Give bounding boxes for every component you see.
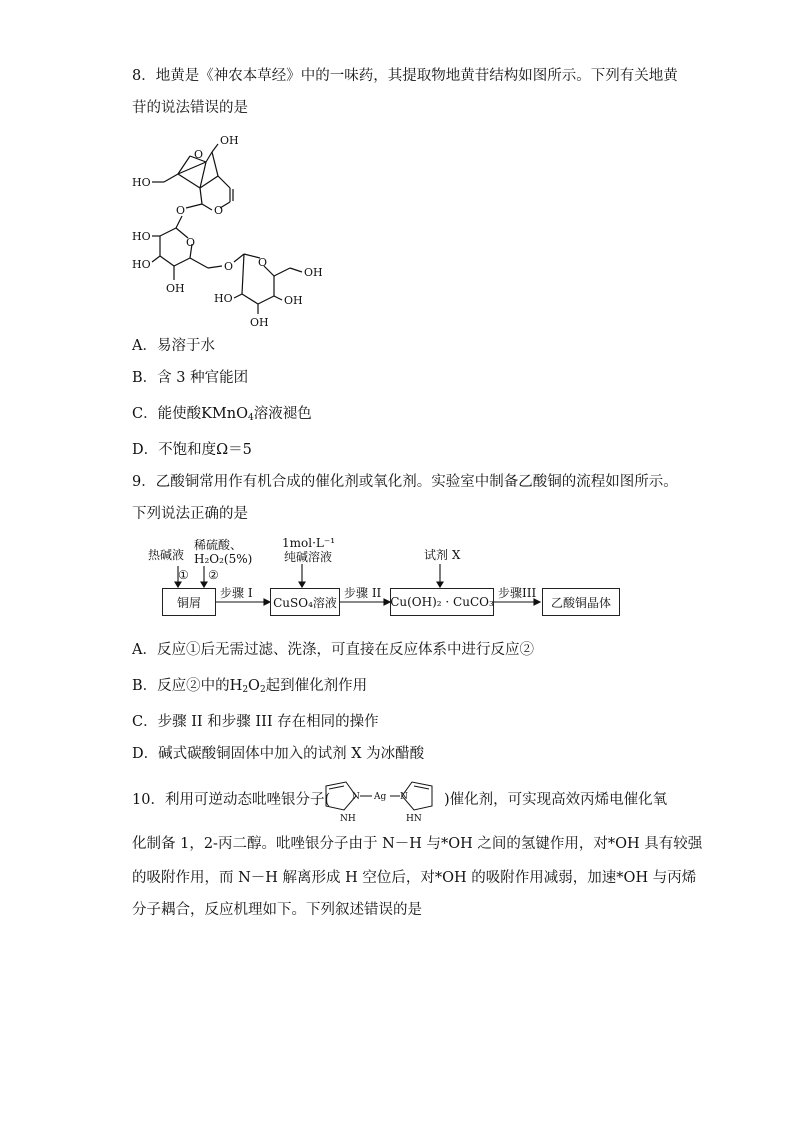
sugar2-o-label: O [258,256,268,269]
q10-line2: 化制备 1，2-丙二醇。吡唑银分子由于 N－H 与*OH 之间的氢键作用，对*OH 具有较强 [132,836,703,852]
q9-option-a: A．反应①后无需过滤、洗涤，可直接在反应体系中进行反应② [132,642,534,658]
ho-label-2: HO [132,258,151,271]
molecule-nh: NH [340,814,356,824]
oh-label-sugar1: OH [166,282,185,295]
q8-stem-line1: 8．地黄是《神农本草经》中的一味药，其提取物地黄苷结构如图所示。下列有关地黄 [132,68,678,84]
q9-option-c: C．步骤 II 和步骤 III 存在相同的操作 [132,714,379,730]
q8-structure-diagram [130,132,345,327]
q9-option-b-rest: 起到催化剂作用 [265,678,368,694]
q9-stem-line1: 9．乙酸铜常用作有机合成的催化剂或氧化剂。实验室中制备乙酸铜的流程如图所示。 [132,474,678,490]
reagent-hot-base: 热碱液 [148,548,185,562]
q8-option-c-text: C．能使酸KMnO [132,406,248,422]
box-copper-acetate: 乙酸铜晶体 [542,588,620,616]
ring-o-label: O [214,204,224,217]
oh-label-sugar2a: OH [284,294,303,307]
q10-stem-part1: 10．利用可逆动态吡唑银分子( [132,792,331,808]
q9-option-d: D．碱式碳酸铜固体中加入的试剂 X 为冰醋酸 [132,746,425,762]
oh-label-top: OH [220,134,239,147]
q8-option-d: D．不饱和度Ω＝5 [132,442,252,458]
step-1-label: 步骤 I [220,586,253,600]
reagent-soda-line2: 纯碱溶液 [284,550,333,564]
q9-option-b [132,676,367,700]
reagent-x: 试剂 X [424,548,461,562]
q8-option-a: A．易溶于水 [132,338,215,354]
epoxide-o-label: O [194,148,204,161]
box-cuso4: CuSO₄溶液 [270,588,340,616]
step-3-label: 步骤III [498,586,537,600]
ho-label-ch2: HO [132,176,151,189]
q9-option-b-mid: O [248,678,260,694]
ho-label-1: HO [132,230,151,243]
oh-label-sugar2b: OH [250,316,269,327]
sugar1-o-label: O [186,236,196,249]
box-basic-carbonate: Cu(OH)₂ · CuCO₃ [390,588,494,616]
molecule-hn: HN [406,814,422,824]
q9-flow-diagram [140,534,630,620]
q9-option-b-text: B．反应②中的H [132,678,243,694]
linker-o-label: O [224,260,234,273]
q9-stem-line2: 下列说法正确的是 [132,506,248,522]
reagent-acid-line2: H₂O₂(5%) [194,552,253,566]
q10-stem-part2: )催化剂，可实现高效丙烯电催化氧 [444,792,668,808]
q8-option-c-rest: 溶液褪色 [253,406,312,422]
oh-label-ch2oh: OH [304,266,323,279]
q9-option-b-sub1: 2 [242,685,249,695]
reagent-acid-line1: 稀硫酸、 [194,538,243,552]
box-copper-scraps: 铜屑 [162,588,216,616]
step-2-label: 步骤 II [344,586,382,600]
q10-pyrazole-silver-molecule [316,776,442,826]
circle-1: ① [178,568,189,582]
q10-line4: 分子耦合，反应机理如下。下列叙述错误的是 [132,902,422,918]
q8-option-c-sub: 4 [248,413,254,423]
q8-option-c [132,404,312,428]
ho-label-sugar2: HO [214,292,233,305]
q8-option-b: B．含 3 种官能团 [132,370,249,386]
molecule-n-left: N [352,792,360,802]
circle-2: ② [208,568,219,582]
molecule-ag: Ag [374,792,387,802]
glycoside-o-label: O [176,204,186,217]
reagent-soda-line1: 1mol·L⁻¹ [282,536,336,550]
molecule-n-right: N [400,792,408,802]
q8-stem-line2: 苷的说法错误的是 [132,100,248,116]
q10-line3: 的吸附作用，而 N－H 解离形成 H 空位后，对*OH 的吸附作用减弱，加速*OH 与丙烯 [132,870,697,886]
q9-option-b-sub2: 2 [259,685,266,695]
